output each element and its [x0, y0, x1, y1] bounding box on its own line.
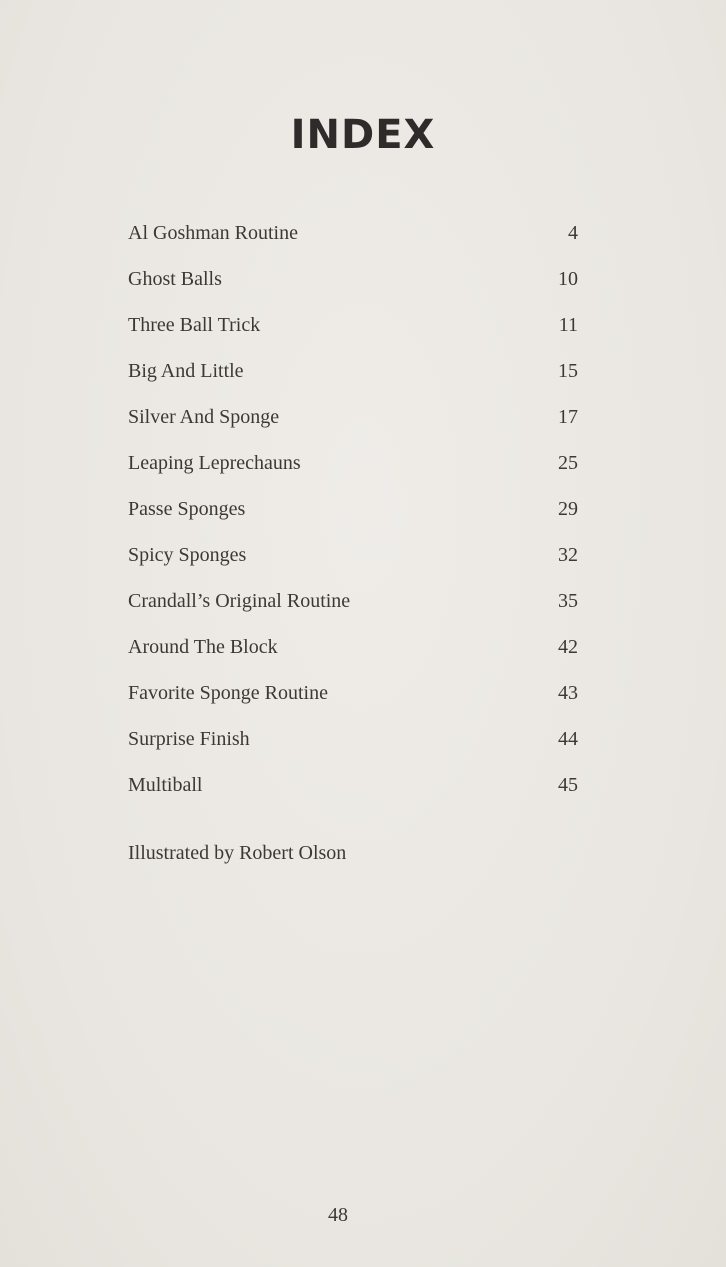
index-entry-title: Three Ball Trick [128, 314, 261, 336]
index-entry [128, 262, 578, 308]
index-entry-title: Big And Little [128, 360, 244, 382]
index-entry-page: 32 [558, 544, 578, 566]
page-number: 48 [328, 1204, 348, 1226]
index-entry-title: Favorite Sponge Routine [128, 682, 328, 704]
index-entry-page: 15 [558, 360, 578, 382]
index-entry-title: Silver And Sponge [128, 406, 280, 428]
index-entry-page: 45 [558, 774, 578, 796]
index-entry-title: Ghost Balls [128, 268, 222, 290]
index-entry-page: 43 [558, 682, 578, 704]
index-entry-title: Leaping Leprechauns [128, 452, 301, 474]
index-entry [128, 768, 578, 814]
index-entry-page: 11 [558, 314, 578, 336]
index-entry [128, 538, 578, 584]
index-entry-title: Multiball [128, 774, 203, 796]
illustrator-credit: Illustrated by Robert Olson [128, 842, 347, 864]
index-entry [128, 722, 578, 768]
index-entry [128, 676, 578, 722]
index-entry-page: 44 [558, 728, 578, 750]
index-entry [128, 492, 578, 538]
index-entry-title: Al Goshman Routine [128, 222, 298, 244]
index-entry [128, 216, 578, 262]
index-entry-page: 10 [558, 268, 578, 290]
index-entry-page: 42 [558, 636, 578, 658]
index-entry-title: Around The Block [128, 636, 278, 658]
index-entry-page: 17 [558, 406, 578, 428]
index-entry-title: Crandall’s Original Routine [128, 590, 351, 612]
index-entry-page: 4 [568, 222, 578, 244]
index-entry [128, 630, 578, 676]
index-entry-title: Spicy Sponges [128, 544, 247, 566]
index-entry [128, 354, 578, 400]
index-entry [128, 308, 578, 354]
index-entry [128, 400, 578, 446]
index-entry [128, 446, 578, 492]
index-entry-title: Passe Sponges [128, 498, 246, 520]
index-entry-page: 25 [558, 452, 578, 474]
index-list [128, 216, 578, 814]
index-entry [128, 584, 578, 630]
index-entry-page: 35 [558, 590, 578, 612]
page-title: INDEX [290, 112, 436, 158]
index-entry-page: 29 [558, 498, 578, 520]
index-entry-title: Surprise Finish [128, 728, 250, 750]
